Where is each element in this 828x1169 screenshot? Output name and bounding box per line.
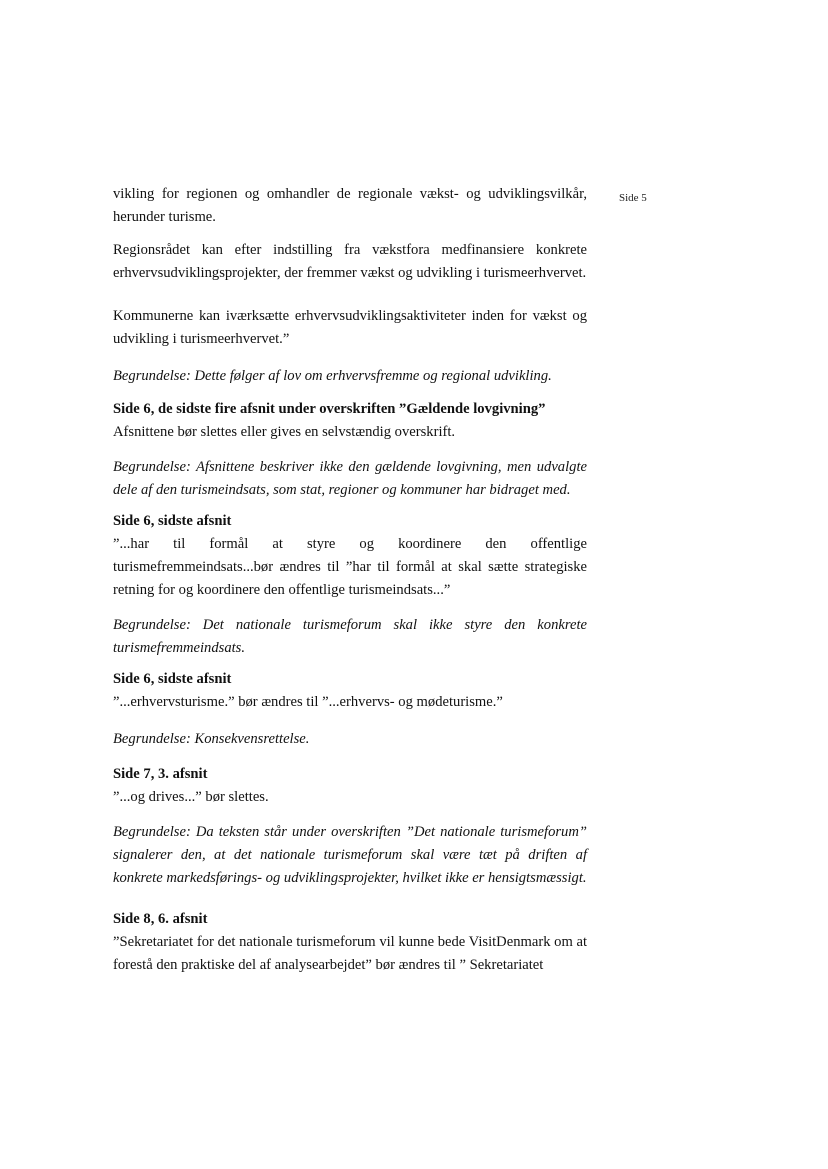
- intro-paragraph-2: Regionsrådet kan efter indstilling fra vækstfora medfinansiere konkrete erhvervsudviklingsprojekter, der fremmer vækst og udvikling i turismeerhvervet.: [113, 242, 587, 281]
- section-note-1: Begrundelse: Afsnittene beskriver ikke den gældende lovgivning, men udvalgte dele af den turismeindsats, som stat, regioner og kommuner har bidraget med.: [113, 459, 587, 498]
- section-text-2: ”...har til formål at styre og koordinere den offentlige turismefremmeindsats...bør ændres til ”har til formål at skal sætte strategiske retning for og koordinere den offentlige turismeindsats...”: [113, 536, 587, 598]
- intro-paragraph-3: Kommunerne kan iværksætte erhvervsudviklingsaktiviteter inden for vækst og udvikling i turismeerhvervet.”: [113, 308, 587, 347]
- section-text-3: ”...erhvervsturisme.” bør ændres til ”...erhvervs- og mødeturisme.”: [113, 694, 503, 710]
- section-note-2: Begrundelse: Det nationale turismeforum skal ikke styre den konkrete turismefremmeindsats.: [113, 617, 587, 656]
- document-body: [113, 183, 587, 977]
- section-text-4: ”...og drives...” bør slettes.: [113, 789, 269, 805]
- intro-justification-note: Begrundelse: Dette følger af lov om erhvervsfremme og regional udvikling.: [113, 368, 552, 384]
- section-text-5: ”Sekretariatet for det nationale turismeforum vil kunne bede VisitDenmark om at forestå den praktiske del af analysearbejdet” bør ændres til ” Sekretariatet: [113, 934, 587, 973]
- section-heading-4: Side 7, 3. afsnit: [113, 766, 208, 782]
- section-heading-1: Side 6, de sidste fire afsnit under overskriften ”Gældende lovgivning”: [113, 401, 546, 417]
- section-note-3: Begrundelse: Konsekvensrettelse.: [113, 731, 310, 747]
- intro-paragraph-1: vikling for regionen og omhandler de regionale vækst- og udviklingsvilkår, herunder turisme.: [113, 186, 587, 225]
- page-number: Side 5: [619, 192, 647, 204]
- section-text-1: Afsnittene bør slettes eller gives en selvstændig overskrift.: [113, 424, 456, 440]
- section-heading-5: Side 8, 6. afsnit: [113, 911, 208, 927]
- section-heading-3: Side 6, sidste afsnit: [113, 671, 232, 687]
- section-heading-2: Side 6, sidste afsnit: [113, 513, 232, 529]
- section-note-4: Begrundelse: Da teksten står under overskriften ”Det nationale turismeforum” signalerer den, at det nationale turismeforum skal være tæt på driften af konkrete markedsførings- og udviklingsprojekter, hvilket ikke er hensigtsmæssigt.: [113, 824, 587, 886]
